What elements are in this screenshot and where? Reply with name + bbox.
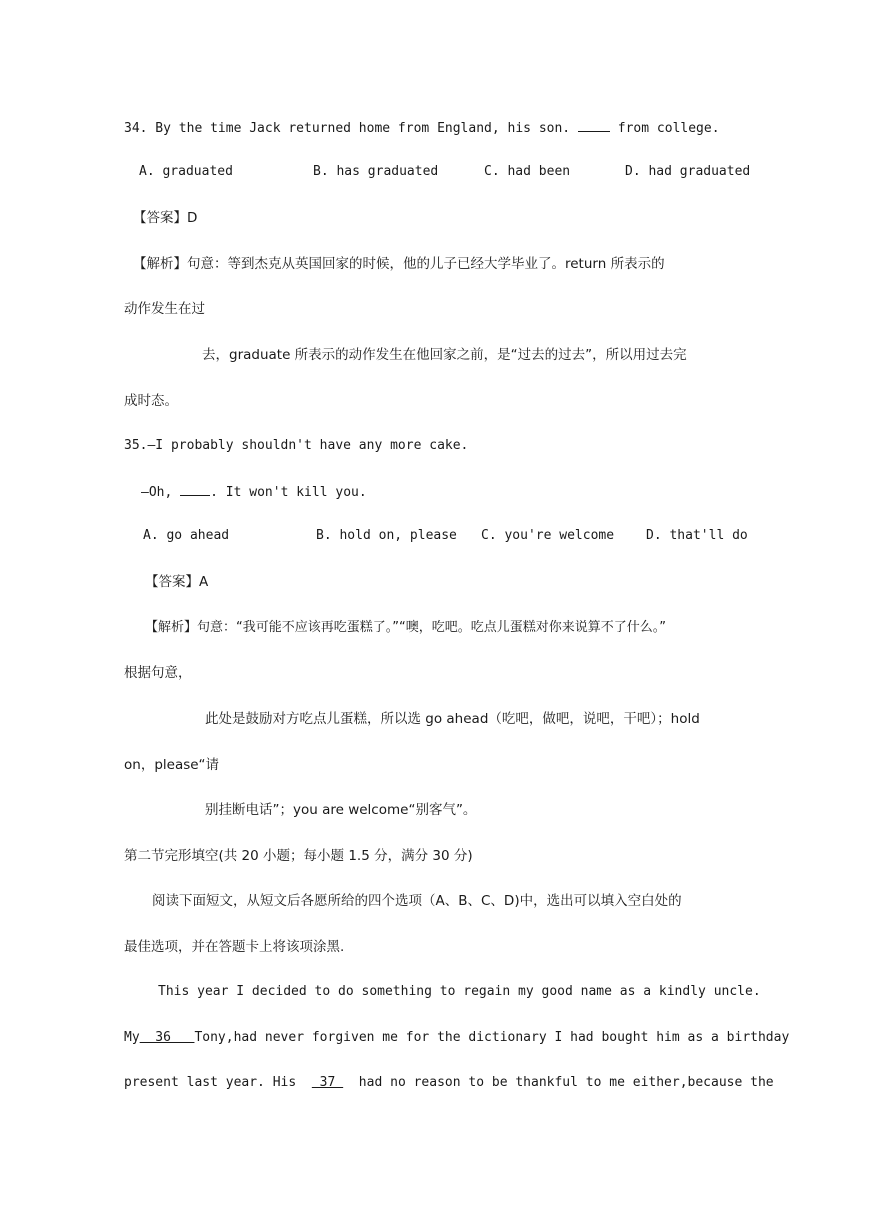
q35-analysis-line4: on，please“请 [124,757,220,773]
q34-option-a: A. graduated [139,164,233,179]
q34-analysis-line4: 成时态。 [124,393,178,409]
q34-analysis-line3: 去，graduate 所表示的动作发生在他回家之前，是“过去的过去”，所以用过去完 [202,347,687,363]
q35-option-c: C. you're welcome [481,528,615,543]
section-instruction-line1: 阅读下面短文，从短文后各愿所给的四个选项（A、B、C、D)中，选出可以填入空白处的 [152,893,682,909]
q35-blank [180,483,210,496]
q35-option-b: B. hold on, please [316,528,457,543]
blank-36: 36 [139,1030,195,1045]
passage-line3-start: present last year. His [124,1075,312,1090]
passage-line2-rest: Tony,had never forgiven me for the dictionary I had bought him as a birthday [194,1030,790,1045]
q34-stem [124,119,746,138]
q34-analysis-line2: 动作发生在过 [124,301,205,317]
q34-analysis-line1: 【解析】句意：等到杰克从英国回家的时候，他的儿子已经大学毕业了。return 所表示的 [133,256,665,272]
q34-stem-text: 34. By the time Jack returned home from England, his son. [124,121,578,136]
q35-analysis-line5: 别挂断电话”；you are welcome“别客气”。 [205,802,477,818]
q34-option-d: D. had graduated [625,164,751,179]
q35-answer: 【答案】A [145,574,209,590]
q35-analysis-line2: 根据句意， [124,665,192,681]
passage-line2-start: My [124,1030,140,1045]
passage-line3-rest: had no reason to be thankful to me either,because the [343,1075,774,1090]
q35-reply-end: . It won't kill you. [210,485,367,500]
q35-option-a: A. go ahead [143,528,230,543]
blank-37: 37 [311,1075,344,1090]
q35-option-d: D. that'll do [646,528,748,543]
q34-option-c: C. had been [484,164,571,179]
q35-reply-text: —Oh, [141,485,181,500]
q34-answer: 【答案】D [133,210,198,226]
q35-analysis-line3: 此处是鼓励对方吃点儿蛋糕，所以选 go ahead（吃吧，做吧，说吧，干吧）；hold [205,711,700,727]
q34-option-b: B. has graduated [313,164,439,179]
q35-stem: 35.—I probably shouldn't have any more cake. [124,438,469,453]
passage-line3 [124,1074,774,1092]
q35-analysis-line1: 【解析】句意：“我可能不应该再吃蛋糕了。”“噢，吃吧。吃点儿蛋糕对你来说算不了什么。” [145,620,666,635]
q34-blank [578,119,610,132]
q35-reply [141,483,763,502]
passage-line2 [124,1029,790,1047]
section-heading: 第二节完形填空(共 20 小题；每小题 1.5 分，满分 30 分) [124,848,473,864]
section-instruction-line2: 最佳选项，并在答题卡上将该项涂黑. [124,939,345,955]
passage-line1: This year I decided to do something to regain my good name as a kindly uncle. [158,984,761,999]
q34-stem-end: from college. [609,121,720,136]
